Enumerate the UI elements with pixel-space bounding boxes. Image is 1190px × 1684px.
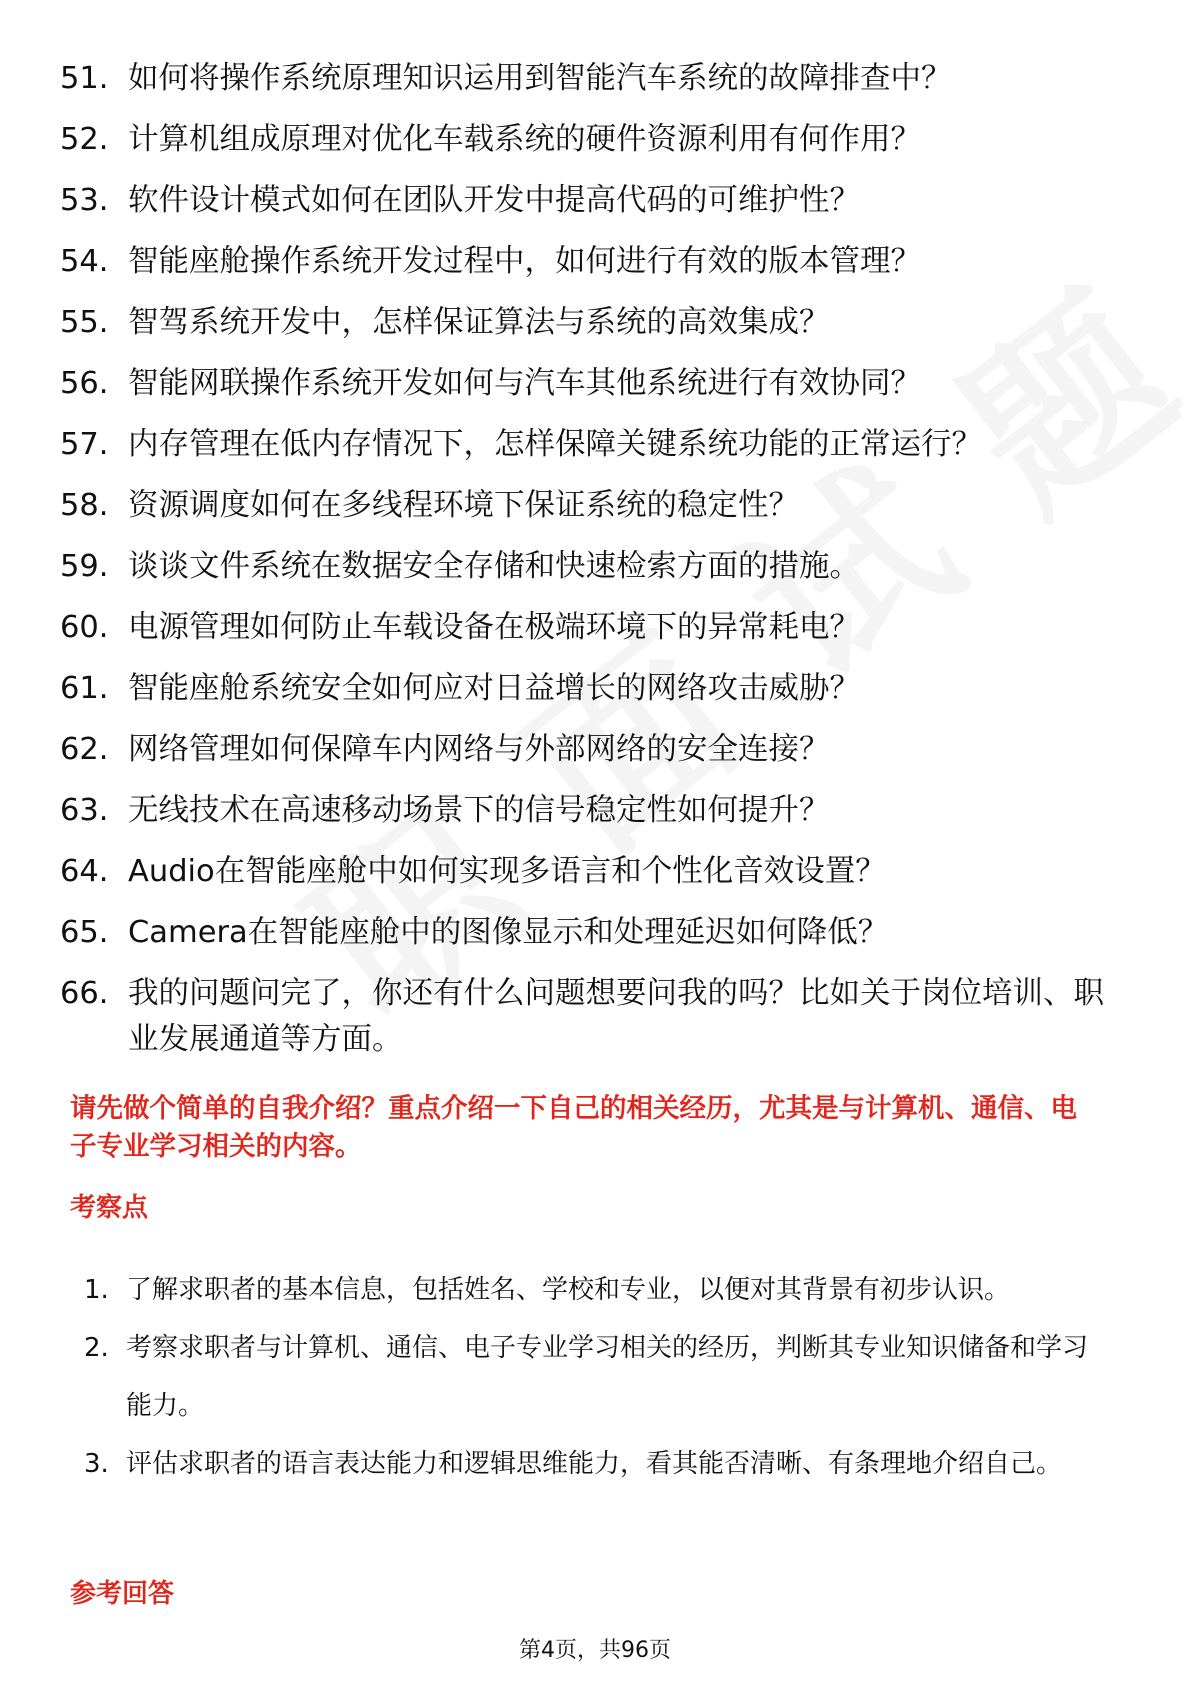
point-text: 了解求职者的基本信息，包括姓名、学校和专业，以便对其背景有初步认识。 <box>126 1275 1011 1305</box>
point-text: 评估求职者的语言表达能力和逻辑思维能力，看其能否清晰、有条理地介绍自己。 <box>126 1449 1063 1479</box>
question-text: 如何将操作系统原理知识运用到智能汽车系统的故障排查中？ <box>128 61 952 96</box>
list-item <box>60 963 1110 1063</box>
question-number: 62. <box>60 732 109 767</box>
list-item <box>84 1319 1104 1435</box>
question-number: 55. <box>60 305 109 340</box>
point-number: 3. <box>84 1449 109 1479</box>
question-text: 智能座舱操作系统开发过程中，如何进行有效的版本管理？ <box>128 244 921 279</box>
question-text: Camera在智能座舱中的图像显示和处理延迟如何降低？ <box>128 915 889 950</box>
question-number: 53. <box>60 183 109 218</box>
question-number: 54. <box>60 244 109 279</box>
question-number: 60. <box>60 610 109 645</box>
list-item <box>60 475 1110 536</box>
list-item <box>60 536 1110 597</box>
question-text: 我的问题问完了，你还有什么问题想要问我的吗？比如关于岗位培训、职业发展通道等方面。 <box>128 976 1104 1057</box>
question-number: 65. <box>60 915 109 950</box>
question-number: 52. <box>60 122 109 157</box>
question-text: 电源管理如何防止车载设备在极端环境下的异常耗电？ <box>128 610 860 645</box>
question-text: 计算机组成原理对优化车载系统的硬件资源利用有何作用？ <box>128 122 921 157</box>
question-number: 51. <box>60 61 109 96</box>
list-item <box>60 902 1110 963</box>
list-item <box>60 719 1110 780</box>
list-item <box>60 170 1110 231</box>
list-item <box>60 109 1110 170</box>
point-number: 2. <box>84 1333 109 1363</box>
question-number: 63. <box>60 793 109 828</box>
list-item <box>60 597 1110 658</box>
question-text: 无线技术在高速移动场景下的信号稳定性如何提升？ <box>128 793 830 828</box>
question-text: 智能座舱系统安全如何应对日益增长的网络攻击威胁？ <box>128 671 860 706</box>
question-number: 66. <box>60 976 109 1011</box>
question-text: 软件设计模式如何在团队开发中提高代码的可维护性？ <box>128 183 860 218</box>
point-number: 1. <box>84 1275 109 1305</box>
question-text: 网络管理如何保障车内网络与外部网络的安全连接？ <box>128 732 830 767</box>
list-item <box>60 48 1110 109</box>
list-item <box>60 658 1110 719</box>
question-text: 谈谈文件系统在数据安全存储和快速检索方面的措施。 <box>128 549 860 584</box>
list-item <box>60 353 1110 414</box>
question-number: 58. <box>60 488 109 523</box>
intro-question-heading: 请先做个简单的自我介绍？重点介绍一下自己的相关经历，尤其是与计算机、通信、电子专业学习相关的内容。 <box>70 1093 1077 1162</box>
list-item <box>84 1261 1104 1319</box>
list-item <box>60 414 1110 475</box>
question-list <box>60 48 1110 1063</box>
answer-heading: 参考回答 <box>70 1579 175 1609</box>
question-number: 56. <box>60 366 109 401</box>
points-list <box>84 1261 1104 1493</box>
question-number: 61. <box>60 671 109 706</box>
list-item <box>60 292 1110 353</box>
question-text: Audio在智能座舱中如何实现多语言和个性化音效设置？ <box>128 854 886 889</box>
question-number: 59. <box>60 549 109 584</box>
list-item <box>84 1435 1104 1493</box>
question-text: 内存管理在低内存情况下，怎样保障关键系统功能的正常运行？ <box>128 427 982 462</box>
points-heading: 考察点 <box>70 1193 149 1223</box>
list-item <box>60 231 1110 292</box>
question-text: 资源调度如何在多线程环境下保证系统的稳定性？ <box>128 488 799 523</box>
point-text: 考察求职者与计算机、通信、电子专业学习相关的经历，判断其专业知识储备和学习能力。 <box>126 1333 1089 1421</box>
list-item <box>60 780 1110 841</box>
list-item <box>60 841 1110 902</box>
page-footer: 第4页，共96页 <box>519 1638 671 1663</box>
question-number: 57. <box>60 427 109 462</box>
question-text: 智驾系统开发中，怎样保证算法与系统的高效集成？ <box>128 305 830 340</box>
question-text: 智能网联操作系统开发如何与汽车其他系统进行有效协同？ <box>128 366 921 401</box>
question-number: 64. <box>60 854 109 889</box>
